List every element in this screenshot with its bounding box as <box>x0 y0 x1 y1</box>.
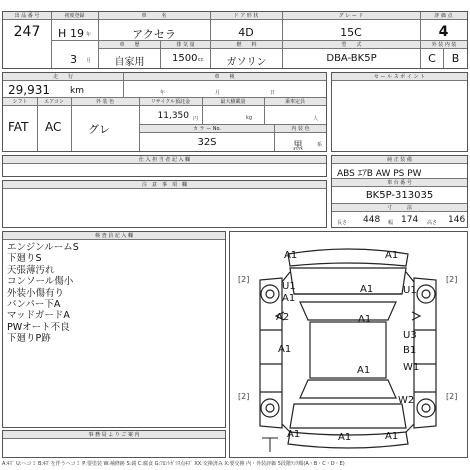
damage-label: A1 <box>338 432 352 443</box>
displacement: 1500 <box>172 53 198 64</box>
bracket-label-left-rear: [2] <box>238 392 250 401</box>
damage-label: A1 <box>357 365 371 376</box>
damage-label: A1 <box>358 314 372 325</box>
height-label: 高さ <box>427 220 438 226</box>
header-ext-int: 外 装 内 装 <box>421 41 467 49</box>
load-unit: kg <box>246 115 253 121</box>
damage-label: A1 <box>385 250 399 261</box>
header-car-name: 車 名 <box>98 12 210 20</box>
inspection-note: マッドガードA <box>7 310 70 322</box>
header-dealer-note: 仕 入 担 当 者 記 入 欄 <box>3 156 326 164</box>
first-reg-era: H <box>58 27 67 40</box>
header-first-reg: 初度登録 <box>51 12 98 20</box>
bracket-label-right-rear: [2] <box>446 392 458 401</box>
interior-color: 黒 <box>293 141 303 152</box>
sales-point-box <box>331 72 468 152</box>
equipment-list: ABS ｴｱB AW PS PW <box>337 169 422 179</box>
damage-label: A2 <box>276 312 290 323</box>
header-chassis: 車 台 番 号 <box>332 179 467 187</box>
interior-score: B <box>451 52 460 65</box>
first-reg-year: 19 <box>70 27 84 40</box>
header-inspector: 検 査 員 記 入 欄 <box>3 232 225 240</box>
first-reg-month-unit: 月 <box>86 58 92 64</box>
header-recycle: リサイクル預託金 <box>139 98 202 106</box>
capacity-unit: 人 <box>313 116 319 122</box>
grade: 15C <box>340 26 362 39</box>
color-number: 32S <box>197 137 217 148</box>
damage-label: A1 <box>284 250 298 261</box>
header-lot-no: 出 品 番 号 <box>3 12 51 20</box>
header-equipment: 純 正 装 備 <box>332 156 467 164</box>
header-fuel: 燃 料 <box>211 41 282 49</box>
car-damage-diagram <box>230 232 467 457</box>
inspection-note: 外装小傷有り <box>7 287 65 299</box>
header-int-color: 内 装 色 <box>275 125 326 133</box>
chassis-number: BK5P-313035 <box>365 190 434 201</box>
header-capacity: 乗車定員 <box>264 98 326 106</box>
header-doors: ド ア 形 状 <box>210 12 282 20</box>
damage-code-legend: A:ｷｽﾞ U:ヘコミ B:ｷｽﾞを伴うヘコミ P:要塗装 W:補修跡 S:錆 C:腐食 G:ﾌﾛﾝﾄｶﾞﾗｽ点ｷｽﾞ XX:交換済み X:要交換 内・外装評価 5段階ﾗﾝｸ順(A・B・C・D・E) <box>2 461 345 467</box>
inspection-note: 下廻りS <box>7 253 42 265</box>
shaken-month-unit: 月 <box>215 90 221 96</box>
header-dimensions: 寸 法 <box>332 204 467 212</box>
header-max-load: 最大積載量 <box>202 98 264 106</box>
header-car-class: 車 歴 <box>99 41 160 49</box>
height-value: 146 <box>448 215 466 225</box>
first-reg-year-unit: 年 <box>86 32 92 38</box>
header-ac: エアコン <box>37 98 71 106</box>
inspection-note: 天張薄汚れ <box>7 264 55 276</box>
header-color: 外 装 色 <box>71 98 139 106</box>
door-type: 4D <box>238 26 254 39</box>
length-value: 448 <box>363 215 381 225</box>
shaken-year-unit: 年 <box>160 90 166 96</box>
header-score: 評 価 点 <box>420 12 467 20</box>
inspection-note: PWオート不良 <box>7 321 70 333</box>
displacement-unit: cc <box>198 57 204 63</box>
header-displacement: 排 気 量 <box>161 41 210 49</box>
first-reg-month: 3 <box>70 53 77 66</box>
inspection-notes-list <box>7 242 79 345</box>
mileage-unit: km <box>70 86 84 96</box>
inspection-note: エンジンルームS <box>7 242 79 253</box>
shaken-day-unit: 日 <box>270 90 276 96</box>
damage-label: A1 <box>282 293 296 304</box>
mileage: 29,931 <box>8 83 50 97</box>
bracket-label-right: [2] <box>446 275 458 284</box>
damage-label: U3 <box>403 330 417 341</box>
recycle-unit: 円 <box>193 116 199 122</box>
inspection-note: 下廻りP跡 <box>7 333 51 345</box>
model-code: DBA-BK5P <box>326 53 377 64</box>
car-class: 自家用 <box>114 57 145 68</box>
inspection-note: バンパー下A <box>7 299 61 311</box>
header-office-notice: 事 務 局 よ り ご 案 内 <box>3 431 225 439</box>
lot-number: 247 <box>13 24 41 40</box>
damage-label: W1 <box>403 362 420 373</box>
damage-label: A1 <box>287 429 301 440</box>
air-conditioner: AC <box>45 120 62 134</box>
header-mileage: 走 行 <box>3 73 123 81</box>
damage-label: W2 <box>398 395 415 406</box>
header-model: 型 式 <box>283 41 420 49</box>
score: 4 <box>438 24 449 40</box>
interior-color-unit: 系 <box>317 142 323 148</box>
damage-label: A1 <box>385 431 399 442</box>
damage-label: U1 <box>403 285 417 296</box>
exterior-score: C <box>428 52 436 65</box>
width-label: 幅 <box>388 220 394 226</box>
header-shaken: 車 検 <box>123 73 326 81</box>
bracket-label-left: [2] <box>238 275 250 284</box>
car-name: アクセラ <box>132 28 176 41</box>
header-color-no: カ ラ ー No. <box>140 125 274 133</box>
fuel: ガソリン <box>226 57 267 68</box>
damage-label: B1 <box>403 345 417 356</box>
damage-label: U1 <box>282 281 296 292</box>
shift-type: FAT <box>8 120 29 134</box>
damage-label: A1 <box>278 344 292 355</box>
inspection-note: コンソール傷小 <box>7 276 74 288</box>
header-grade: グ レ ー ド <box>282 12 420 20</box>
damage-label: A1 <box>360 284 374 295</box>
header-shift: シフト <box>3 98 37 106</box>
header-sales-point: セ ー ル ス ポ イ ン ト <box>332 73 467 81</box>
header-notes: 注 意 事 項 欄 <box>3 181 326 189</box>
width-value: 174 <box>401 215 419 225</box>
exterior-color: グレ <box>88 123 110 136</box>
length-label: 長さ <box>337 220 348 226</box>
recycle-deposit: 11,350 <box>157 111 189 121</box>
